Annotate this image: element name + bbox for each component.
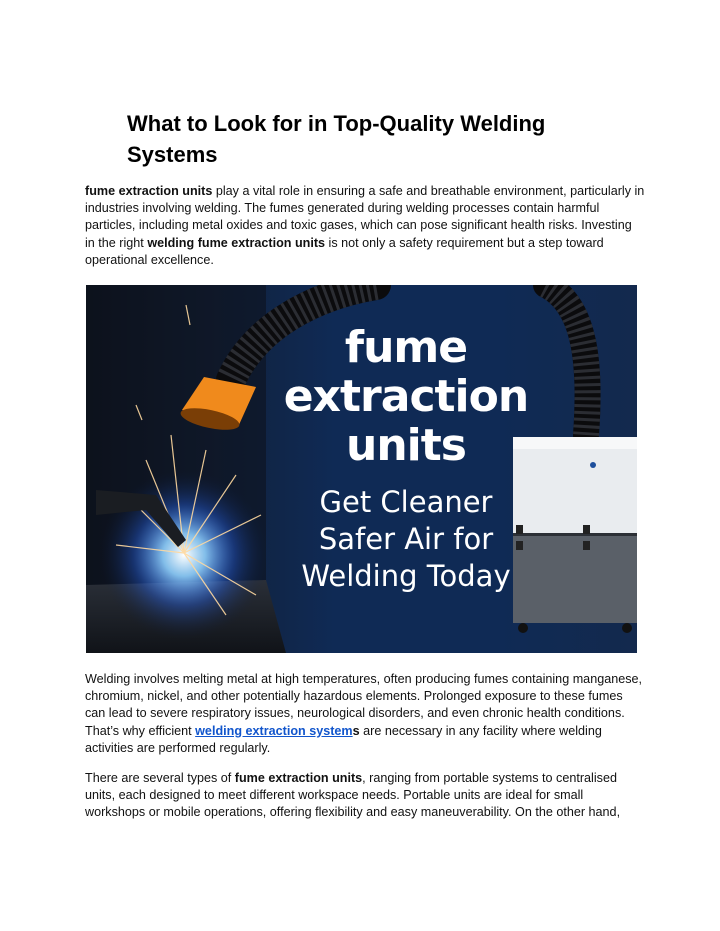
banner-tagline-line: Safer Air for bbox=[318, 522, 494, 556]
banner-text bbox=[256, 323, 556, 595]
types-paragraph bbox=[85, 770, 645, 822]
welding-extraction-system-link[interactable]: welding extraction system bbox=[195, 723, 353, 738]
bold-term: s bbox=[352, 723, 360, 738]
paragraph-text: Welding involves melting metal at high temperatures, often producing fumes containing manganese, chromium, nickel, and other potentially hazardous elements. Prolonged exposure to these fumes can lead to severe respiratory issues, neurological disorders, and even chronic health conditions. That’s why efficient bbox=[85, 672, 643, 738]
banner-tagline-line: Welding Today bbox=[301, 559, 511, 593]
intro-paragraph bbox=[85, 183, 645, 269]
unit-indicator-light bbox=[590, 462, 596, 468]
bold-term: welding fume extraction units bbox=[147, 235, 326, 250]
paragraph-text: There are several types of bbox=[85, 771, 235, 785]
banner-tagline-line: Get Cleaner bbox=[319, 485, 493, 519]
unit-wheel bbox=[622, 623, 632, 633]
unit-wheel bbox=[518, 623, 528, 633]
paragraph-text: is not only a safety requirement but a step toward operational excellence. bbox=[85, 235, 604, 267]
banner-headline bbox=[256, 323, 556, 470]
page-title: What to Look for in Top-Quality Welding Systems bbox=[127, 111, 546, 167]
paragraph-text: , ranging from portable systems to centralised units, each designed to meet different workspace needs. Portable units are ideal for small workshops or mobile operations, offering flexibility and easy maneuverability. On the other hand, bbox=[85, 771, 621, 820]
paragraph-text: play a vital role in ensuring a safe and breathable environment, particularly in industries involving welding. The fumes generated during welding processes contain harmful particles, including metal oxides and toxic gases, which can pose significant health risks. Investing in the right bbox=[85, 184, 645, 250]
bold-term: fume extraction units bbox=[234, 771, 363, 785]
banner-headline-line: units bbox=[346, 420, 466, 471]
bold-term: fume extraction units bbox=[85, 184, 213, 198]
banner-tagline bbox=[256, 484, 556, 595]
banner-headline-line: fume bbox=[344, 322, 468, 373]
banner-headline-line: extraction bbox=[283, 371, 529, 422]
paragraph-text: are necessary in any facility where welding activities are performed regularly. bbox=[85, 723, 602, 755]
fume-extraction-banner-image bbox=[86, 285, 637, 653]
health-risks-paragraph bbox=[85, 671, 645, 757]
